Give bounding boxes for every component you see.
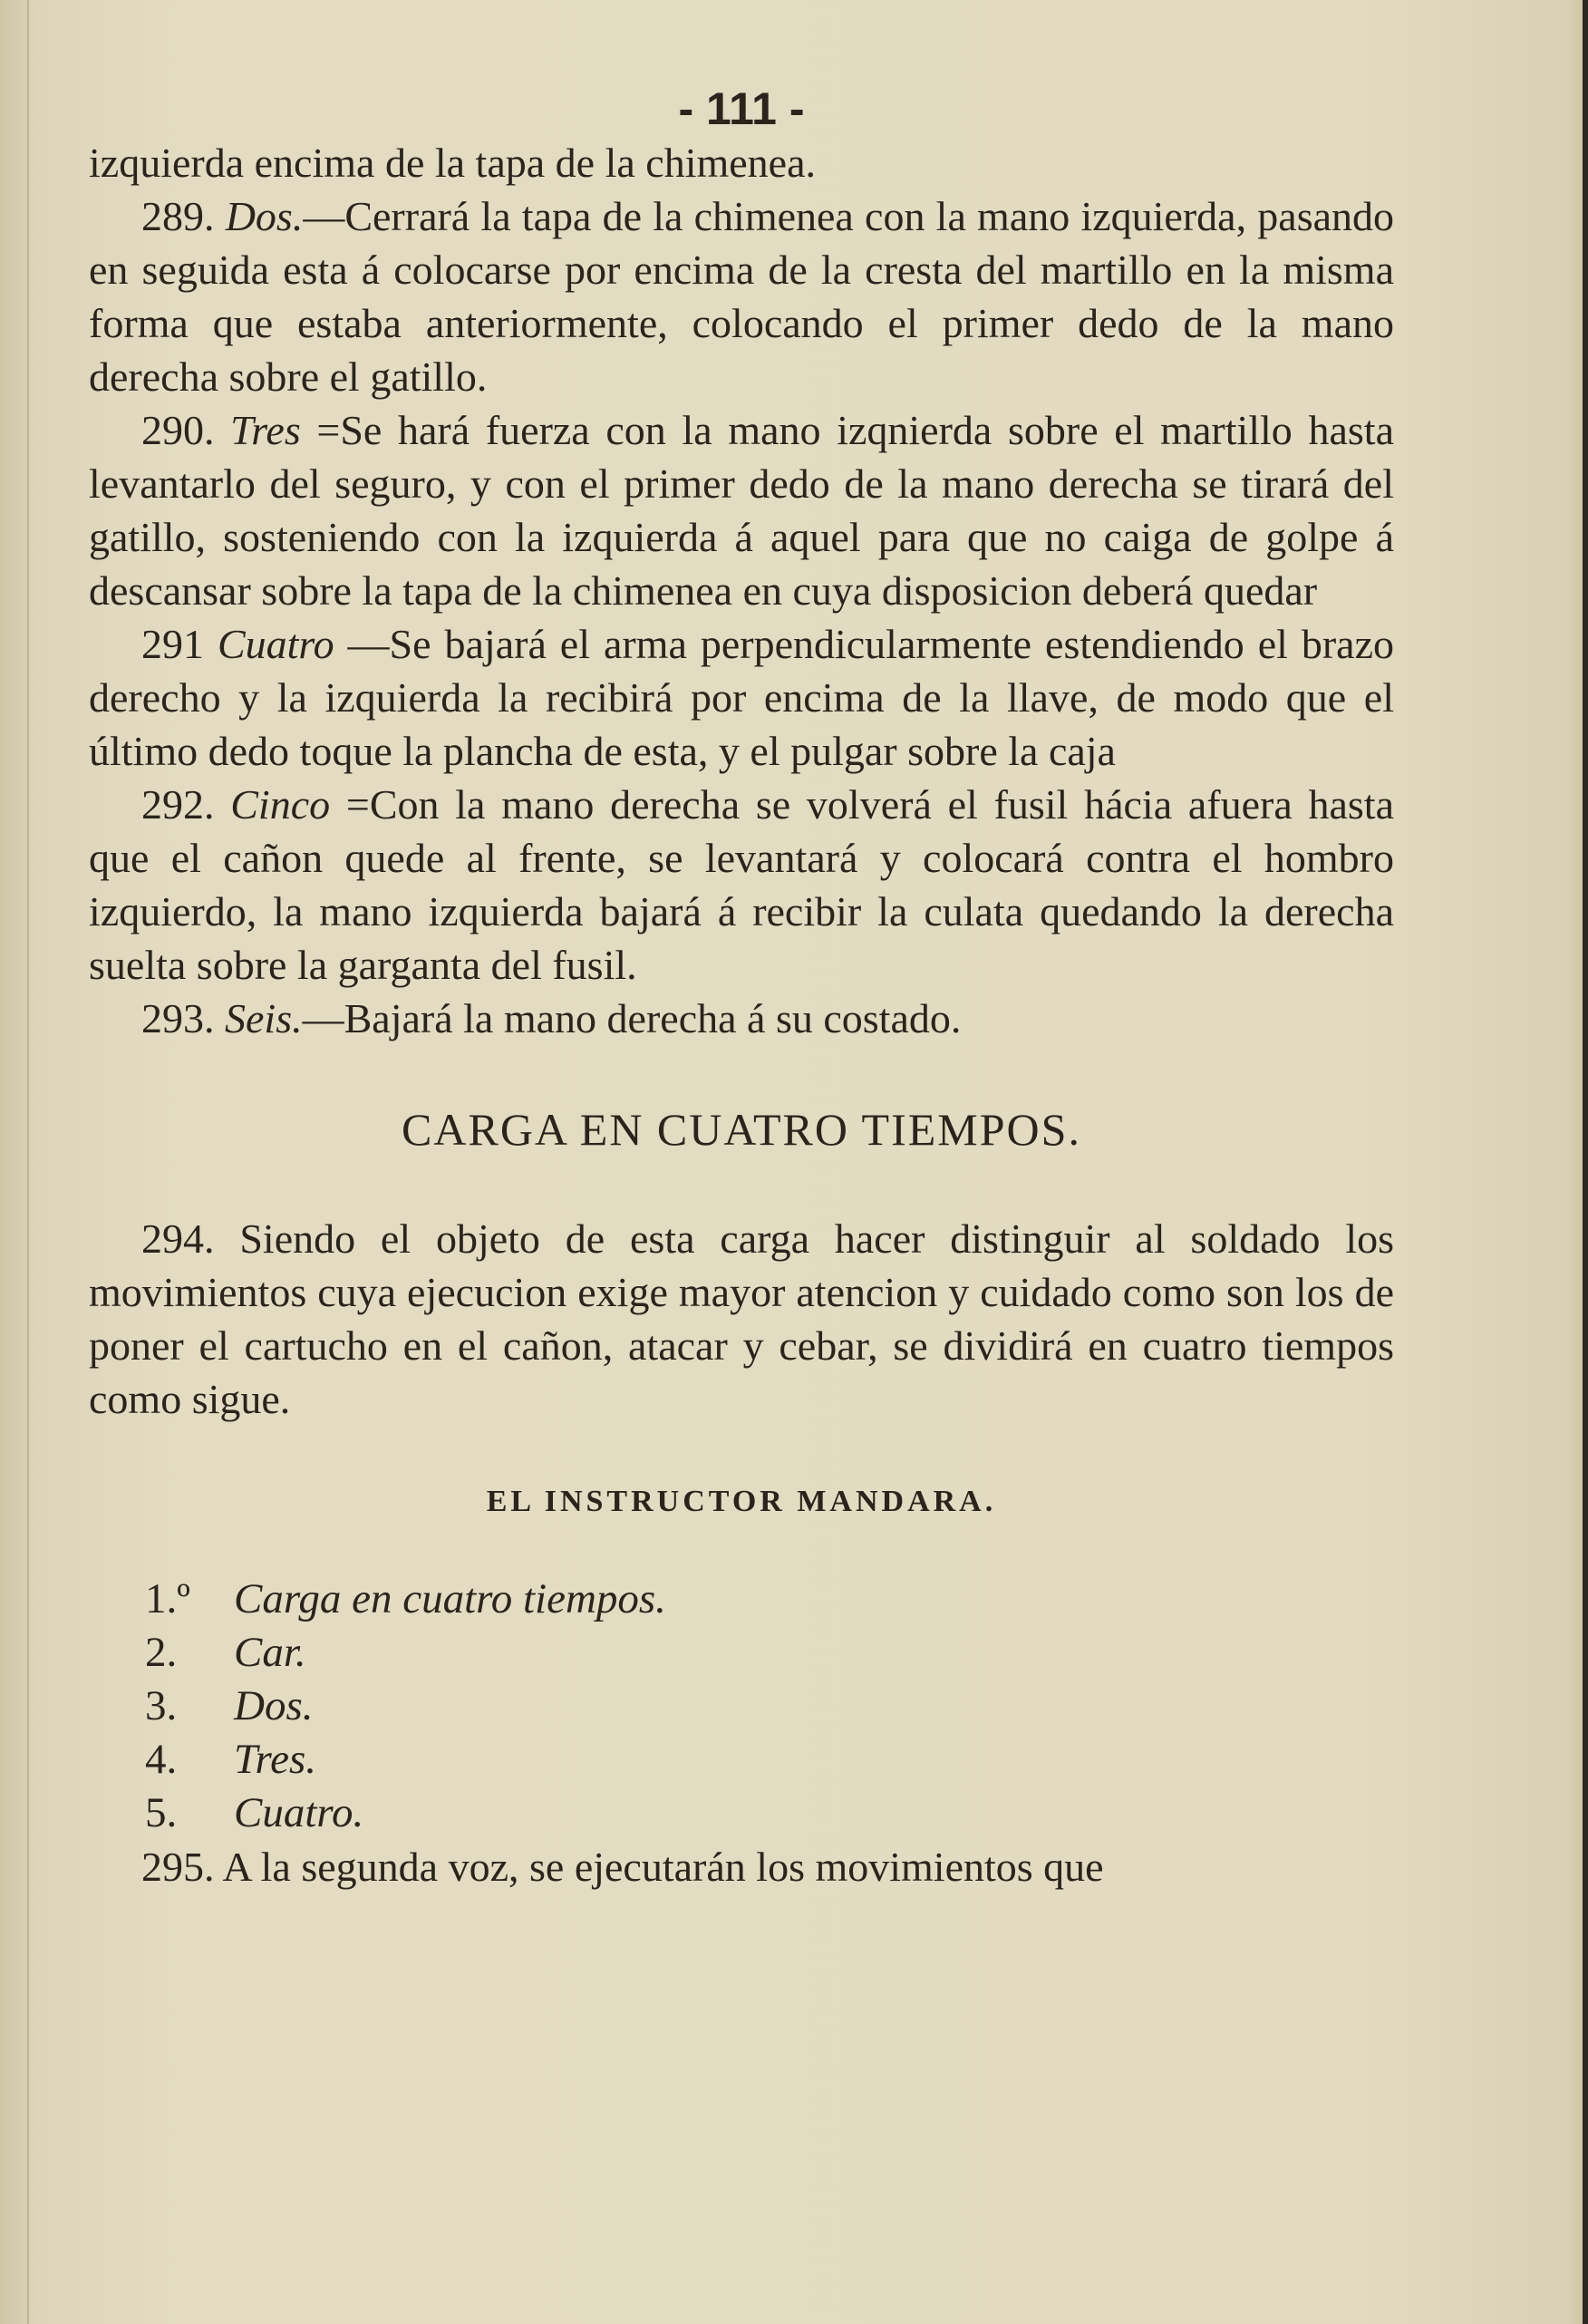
page-binding-edge (1583, 0, 1588, 2324)
list-item: 1.º Carga en cuatro tiempos. (145, 1575, 666, 1622)
paragraph-text: Siendo el objeto de esta carga hacer distinguir al soldado los movimientos cuya ejecucion exige mayor atencion y cuidado como son los de poner el cartucho en el cañon, atacar y cebar, se dividirá en cuatro tiempos como sigue. (89, 1215, 1395, 1422)
command-list (145, 1573, 1394, 1840)
list-item: 5. Cuatro. (145, 1789, 364, 1836)
command-word: Seis. (225, 995, 303, 1041)
paragraph-number: 292. (141, 781, 215, 828)
paragraph-292 (89, 778, 1394, 992)
paragraph-text: A la segunda voz, se ejecutarán los movimientos que (222, 1844, 1104, 1890)
subheading: EL INSTRUCTOR MANDARA. (486, 1485, 997, 1518)
paragraph-text: —Bajará la mano derecha á su costado. (302, 995, 962, 1041)
paragraph-number: 289. (141, 193, 215, 239)
paragraph-number: 290. (141, 407, 215, 453)
list-item: 3. Dos. (145, 1682, 314, 1729)
paragraph-number: 294. (141, 1215, 215, 1262)
paragraph-text: =Con la mano derecha se volverá el fusil hácia afuera hasta que el cañon quede al frente, se levantará y colocará contra el hombro izquierdo, la mano izquierda bajará á recibir la culata quedando la derecha suelta sobre la garganta del fusil. (89, 781, 1395, 988)
page-content (89, 80, 1394, 1893)
paragraph-number: 293. (141, 995, 215, 1041)
paragraph-290 (89, 403, 1394, 617)
command-word: Tres (230, 407, 301, 453)
paragraph-291 (89, 617, 1394, 778)
paragraph-text: =Se hará fuerza con la mano izqnierda sobre el martillo hasta levantarlo del seguro, y con el primer dedo de la mano derecha se tirará del gatillo, sosteniendo con la izquierda á aquel para que no caiga de golpe á descansar sobre la tapa de la chimenea en cuya disposicion deberá quedar (89, 407, 1394, 614)
section-heading: CARGA EN CUATRO TIEMPOS. (402, 1104, 1081, 1155)
command-word: Cinco (230, 781, 331, 828)
command-word: Dos. (225, 193, 304, 239)
paragraph-number: 291 (141, 621, 204, 667)
paragraph-294 (89, 1212, 1394, 1426)
page-edge-shadow (27, 0, 29, 2324)
paragraph-293 (89, 992, 1394, 1045)
paragraph-text: —Cerrará la tapa de la chimenea con la mano izquierda, pasando en seguida esta á colocarse por encima de la cresta del martillo en la misma forma que estaba anteriormente, colocando el primer dedo de la mano derecha sobre el gatillo. (89, 193, 1395, 400)
list-item: 2. Car. (145, 1629, 306, 1676)
paragraph-continuation: izquierda encima de la tapa de la chimenea. (89, 140, 817, 186)
paragraph-number: 295. (141, 1844, 215, 1890)
paragraph-289 (89, 189, 1394, 403)
paragraph-text: —Se bajará el arma perpendicularmente estendiendo el brazo derecho y la izquierda la recibirá por encima de la llave, de modo que el último dedo toque la plancha de esta, y el pulgar sobre la caja (89, 621, 1394, 774)
page-number: - 111 - (678, 83, 805, 134)
list-item: 4. Tres. (145, 1736, 316, 1783)
paragraph-295 (89, 1840, 1394, 1893)
command-word: Cuatro (217, 621, 334, 667)
